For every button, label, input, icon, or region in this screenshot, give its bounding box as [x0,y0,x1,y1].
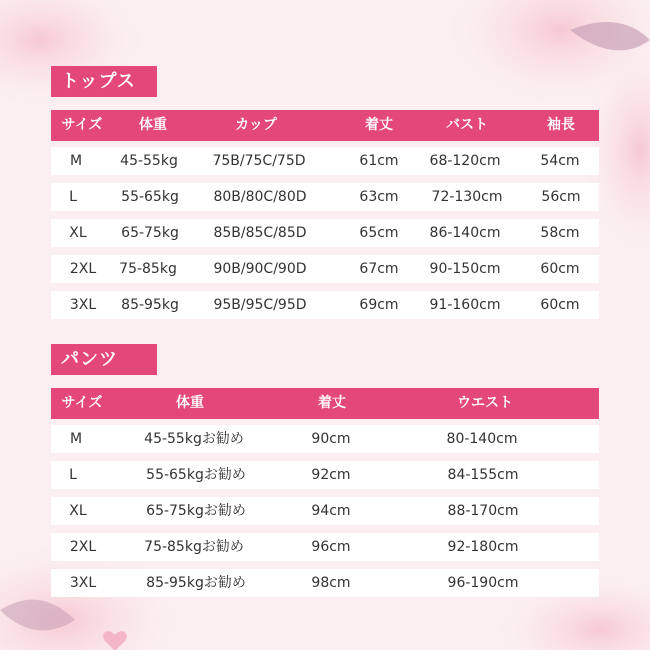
weight-cell: 85-95kg [121,297,179,313]
tops-header-bust: バスト [446,117,488,133]
cup-cell: 90B/90C/90D [213,261,307,277]
sleeve-cell: 60cm [540,297,580,313]
bust-cell: 91-160cm [429,297,501,313]
weight-cell: 65-75kg [121,225,179,241]
pants-header-weight: 体重 [176,395,204,411]
size-cell: L [69,467,77,483]
tops-header-cup: カップ [235,117,277,133]
table-row [51,219,599,247]
bust-cell: 68-120cm [429,153,501,169]
table-row [51,255,599,283]
cup-cell: 85B/85C/85D [213,225,307,241]
table-row [51,183,599,211]
pants-header-length: 着丈 [318,395,346,411]
tops-header-row [51,110,599,141]
weight-cell: 75-85kgお勧め [144,539,244,555]
size-cell: L [69,189,77,205]
size-cell: XL [69,503,87,519]
tops-section-title: トップス [51,66,157,97]
pants-section-title: パンツ [51,344,157,375]
size-cell: M [69,431,83,447]
sleeve-cell: 58cm [540,225,580,241]
weight-cell: 45-55kgお勧め [144,431,244,447]
weight-cell: 75-85kg [119,261,177,277]
tops-header-length: 着丈 [365,117,393,133]
waist-cell: 80-140cm [446,431,518,447]
tops-header-sleeve: 袖長 [547,117,575,133]
bust-cell: 72-130cm [431,189,503,205]
table-row [51,461,599,489]
waist-cell: 92-180cm [447,539,519,555]
cup-cell: 75B/75C/75D [212,153,306,169]
cup-cell: 95B/95C/95D [213,297,307,313]
table-row [51,291,599,319]
pants-size-table [51,388,599,597]
table-row [51,533,599,561]
sleeve-cell: 54cm [540,153,580,169]
cup-cell: 80B/80C/80D [213,189,307,205]
size-cell: M [69,153,83,169]
length-cell: 94cm [311,503,351,519]
bust-cell: 90-150cm [429,261,501,277]
waist-cell: 96-190cm [447,575,519,591]
bust-cell: 86-140cm [429,225,501,241]
size-cell: 2XL [69,261,97,277]
length-cell: 69cm [359,297,399,313]
size-cell: XL [69,225,87,241]
length-cell: 90cm [311,431,351,447]
length-cell: 67cm [359,261,399,277]
size-cell: 3XL [69,575,97,591]
length-cell: 98cm [311,575,351,591]
pants-header-waist: ウエスト [457,395,513,411]
length-cell: 96cm [311,539,351,555]
pants-header-size: サイズ [61,395,103,411]
table-row [51,425,599,453]
waist-cell: 84-155cm [447,467,519,483]
weight-cell: 55-65kgお勧め [146,467,246,483]
tops-header-weight: 体重 [139,117,167,133]
weight-cell: 55-65kg [121,189,179,205]
pants-header-row [51,388,599,419]
weight-cell: 45-55kg [120,153,178,169]
length-cell: 92cm [311,467,351,483]
weight-cell: 65-75kgお勧め [146,503,246,519]
sleeve-cell: 56cm [541,189,581,205]
table-row [51,147,599,175]
table-row [51,569,599,597]
size-cell: 3XL [69,297,97,313]
size-cell: 2XL [69,539,97,555]
waist-cell: 88-170cm [447,503,519,519]
length-cell: 65cm [359,225,399,241]
length-cell: 63cm [359,189,399,205]
weight-cell: 85-95kgお勧め [146,575,246,591]
length-cell: 61cm [359,153,399,169]
sleeve-cell: 60cm [540,261,580,277]
tops-header-size: サイズ [61,117,103,133]
tops-size-table [51,110,599,319]
table-row [51,497,599,525]
